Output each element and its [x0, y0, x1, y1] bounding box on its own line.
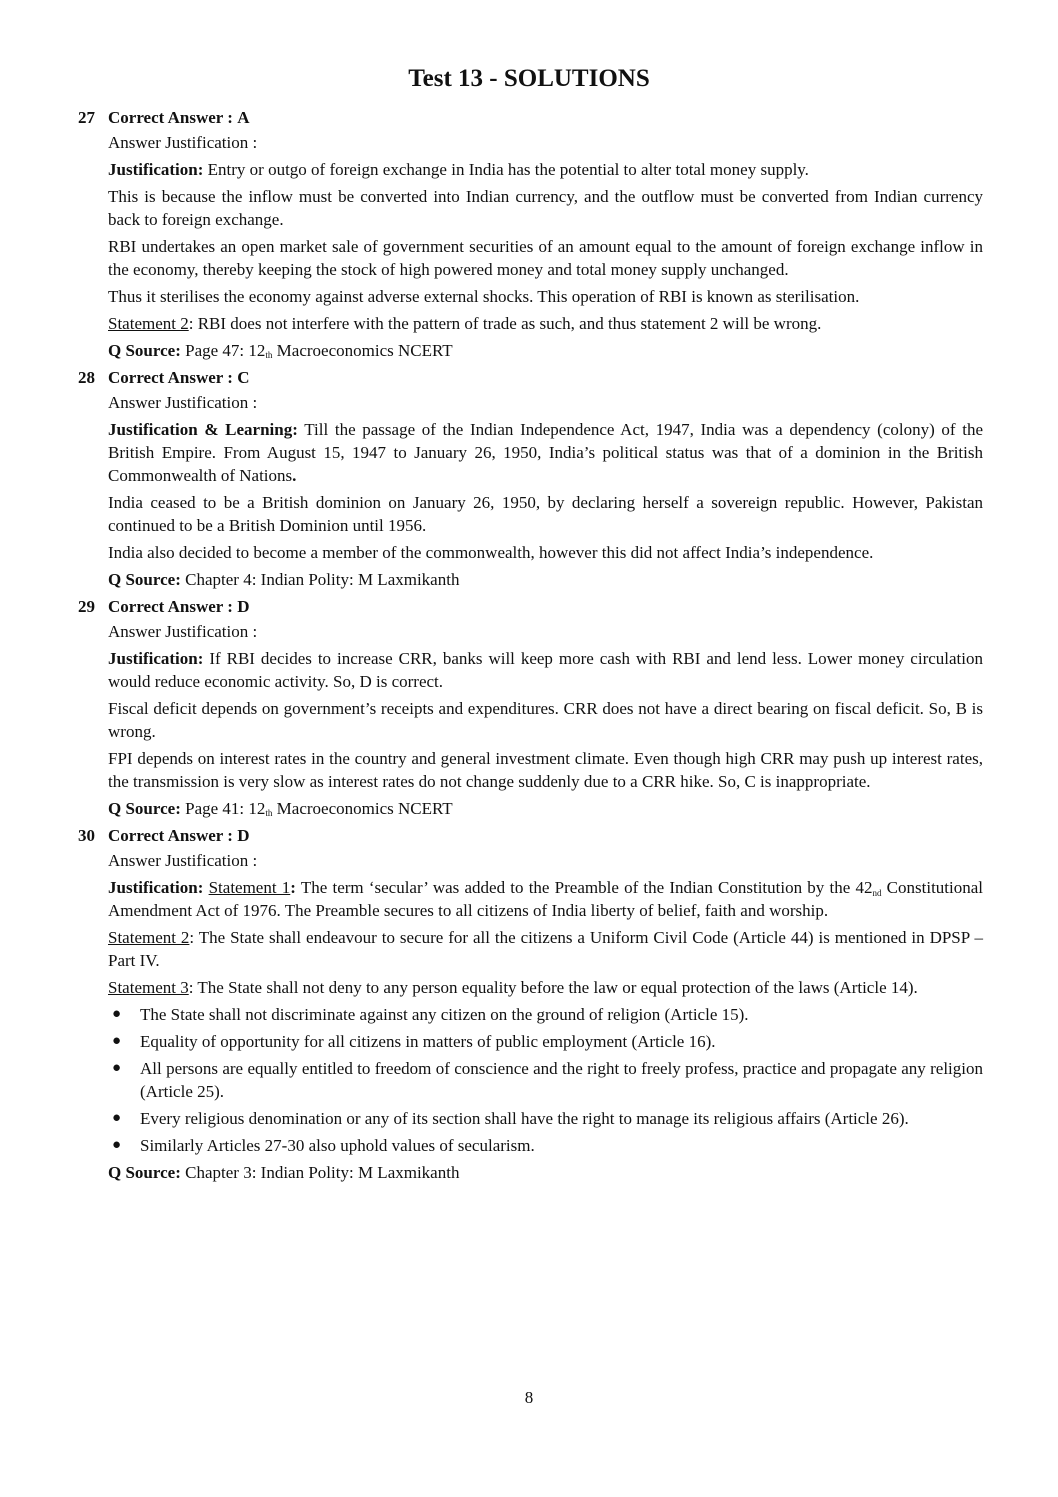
- statement-paragraph: Statement 3: The State shall not deny to any person equality before the law or equal protection of the laws (Article 14).: [108, 978, 918, 997]
- statement-label: Statement 3: [108, 978, 189, 997]
- statement-paragraph: Statement 2: The State shall endeavour to secure for all the citizens a Uniform Civil Code (Article 44) is mentioned in DPSP – Part IV.: [108, 928, 983, 970]
- question-number: 28: [78, 368, 95, 387]
- bullet-list: [108, 1003, 983, 1157]
- question-29: [78, 595, 983, 820]
- question-number: 29: [78, 597, 95, 616]
- correct-answer-value: D: [237, 597, 250, 616]
- paragraph: Thus it sterilises the economy against adverse external shocks. This operation of RBI is known as sterilisation.: [108, 287, 860, 306]
- paragraph: FPI depends on interest rates in the country and general investment climate. Even though high CRR may push up interest rates, the transmission is very slow as interest rates do not change suddenly due to a CRR hike. So, C is inappropriate.: [108, 749, 983, 791]
- question-header: [78, 824, 983, 847]
- question-header: [78, 106, 983, 129]
- paragraph: India also decided to become a member of the commonwealth, however this did not affect India’s independence.: [108, 543, 874, 562]
- justification-paragraph: Justification: If RBI decides to increase CRR, banks will keep more cash with RBI and lend less. Lower money circulation would reduce economic activity. So, D is correct.: [108, 649, 983, 691]
- correct-answer-value: A: [237, 108, 250, 127]
- page-title: Test 13 - SOLUTIONS: [408, 65, 650, 92]
- statement-paragraph: Statement 2: RBI does not interfere with the pattern of trade as such, and thus statement 2 will be wrong.: [108, 314, 822, 333]
- answer-justification-label: Answer Justification :: [108, 622, 258, 641]
- correct-answer-label: Correct Answer :: [108, 826, 238, 845]
- list-item: ● All persons are equally entitled to freedom of conscience and the right to freely profess, practice and propagate any religion (Article 25).: [112, 1059, 983, 1101]
- bullet-icon: ●: [112, 1110, 122, 1126]
- justification-label: Justification:: [108, 649, 204, 668]
- statement-label: Statement 2: [108, 928, 190, 947]
- q-source-label: Q Source:: [108, 570, 181, 589]
- question-header: [78, 366, 983, 389]
- correct-answer-label: Correct Answer :: [108, 597, 238, 616]
- list-item: ● Similarly Articles 27-30 also uphold values of secularism.: [112, 1136, 535, 1155]
- list-item: ● Every religious denomination or any of its section shall have the right to manage its religious affairs (Article 26).: [112, 1109, 909, 1128]
- solutions-content: [78, 106, 983, 1188]
- question-28: [78, 366, 983, 591]
- correct-answer-value: D: [237, 826, 250, 845]
- justification-paragraph: Justification & Learning: Till the passage of the Indian Independence Act, 1947, India was a dependency (colony) of the British Empire. From August 15, 1947 to January 26, 1950, India’s political status was that of a dominion in the British Commonwealth of Nations.: [108, 420, 983, 485]
- question-number: 30: [78, 826, 95, 845]
- list-item: ● The State shall not discriminate against any citizen on the ground of religion (Article 15).: [112, 1005, 749, 1024]
- paragraph: India ceased to be a British dominion on January 26, 1950, by declaring herself a sovereign republic. However, Pakistan continued to be a British Dominion until 1956.: [108, 493, 983, 535]
- question-27: [78, 106, 983, 362]
- question-number: 27: [78, 108, 95, 127]
- answer-justification-label: Answer Justification :: [108, 851, 258, 870]
- correct-answer-label: Correct Answer :: [108, 368, 238, 387]
- correct-answer-value: C: [237, 368, 250, 387]
- bullet-icon: ●: [112, 1137, 122, 1153]
- q-source-label: Q Source:: [108, 341, 181, 360]
- bullet-icon: ●: [112, 1060, 122, 1076]
- justification-label: Justification:: [108, 878, 204, 897]
- answer-justification-label: Answer Justification :: [108, 393, 258, 412]
- paragraph: This is because the inflow must be converted into Indian currency, and the outflow must be converted from Indian currency back to foreign exchange.: [108, 187, 983, 229]
- justification-label: Justification:: [108, 160, 204, 179]
- answer-justification-label: Answer Justification :: [108, 133, 258, 152]
- question-source: Q Source: Page 47: $12_{th}$ Macroeconomics NCERT: [108, 341, 453, 360]
- paragraph: RBI undertakes an open market sale of government securities of an amount equal to the amount of foreign exchange inflow in the economy, thereby keeping the stock of high powered money and total money supply unchanged.: [108, 237, 983, 279]
- justification-paragraph: Justification: Statement 1: The term ‘secular’ was added to the Preamble of the Indian Constitution by the $42_{nd}$ Constitutional Amendment Act of 1976. The Preamble secures to all citizens of India liberty of belief, faith and worship.: [108, 878, 984, 920]
- q-source-label: Q Source:: [108, 1163, 181, 1182]
- q-source-label: Q Source:: [108, 799, 181, 818]
- list-item: ● Equality of opportunity for all citizens in matters of public employment (Article 16).: [112, 1032, 716, 1051]
- question-source: Q Source: Chapter 3: Indian Polity: M Laxmikanth: [108, 1163, 460, 1182]
- justification-learning-label: Justification & Learning:: [108, 420, 298, 439]
- statement-label: Statement 1: [208, 878, 291, 897]
- question-header: [78, 595, 983, 618]
- page-number: 8: [524, 1388, 534, 1407]
- bullet-icon: ●: [112, 1033, 122, 1049]
- statement-label: Statement 2: [108, 314, 189, 333]
- bullet-icon: ●: [112, 1006, 122, 1022]
- question-source: Q Source: Page 41: $12_{th}$ Macroeconomics NCERT: [108, 799, 453, 818]
- question-30: [78, 824, 983, 1184]
- justification-paragraph: Justification: Entry or outgo of foreign exchange in India has the potential to alter total money supply.: [108, 160, 809, 179]
- paragraph: Fiscal deficit depends on government’s receipts and expenditures. CRR does not have a direct bearing on fiscal deficit. So, B is wrong.: [108, 699, 983, 741]
- question-source: Q Source: Chapter 4: Indian Polity: M Laxmikanth: [108, 570, 460, 589]
- correct-answer-label: Correct Answer :: [108, 108, 238, 127]
